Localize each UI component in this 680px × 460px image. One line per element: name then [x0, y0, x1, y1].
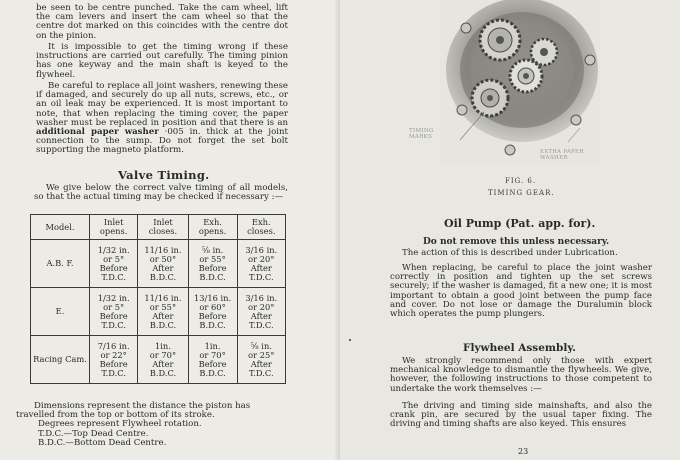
timing-cell-line: B.D.C.: [149, 319, 177, 330]
oil-pump-heading: Oil Pump (Pat. app. for).: [444, 217, 596, 230]
joint-washer-paragraph: [36, 82, 288, 156]
oil-pump-paragraph-1: The action of this is described under Lubrication.: [402, 248, 618, 258]
timing-cell-line: Before: [99, 262, 128, 273]
timing-cell: [188, 288, 237, 336]
timing-cell-line: ⅝ in.: [250, 340, 272, 351]
timing-cell-line: Before: [198, 262, 227, 273]
timing-cell-line: T.D.C.: [101, 271, 126, 282]
intro-paragraph: be seen to be centre punched. Take the cam wheel, lift the cam levers and insert the cam wheel so that the centre dot marked on this coincides with the centre dot on the pinion.: [36, 3, 288, 41]
exhaust-cam-gear: [531, 39, 557, 65]
timing-cell-line: T.D.C.: [101, 367, 126, 378]
valve-timing-heading: Valve Timing.: [118, 168, 210, 182]
joint-paragraph-end: ·005 in. thick at the joint connection to the sump. Do not forget the set bolt supporting the magneto platform.: [36, 127, 288, 156]
timing-cell-line: or 25°: [248, 349, 275, 360]
timing-cell-line: Before: [198, 358, 227, 369]
timing-cell-line: or 20°: [248, 301, 275, 312]
oil-pump-warning: Do not remove this unless necessary.: [423, 237, 610, 247]
timing-cell-line: or 70°: [149, 349, 177, 360]
timing-cell: [90, 288, 138, 336]
timing-cell-line: T.D.C.: [248, 319, 274, 330]
timing-cell-line: 1/32 in.: [97, 292, 130, 303]
timing-cell-line: B.D.C.: [149, 367, 177, 378]
page-number: 23: [518, 447, 529, 456]
model-cell: E.: [31, 288, 90, 336]
flywheel-paragraph-1: We strongly recommend only those with expert mechanical knowledge to dismantle the flywheels. We give, however, the following instructions to those competent to undertake the work themselves :—: [390, 356, 652, 394]
note-line: B.D.C.—Bottom Dead Centre.: [38, 437, 167, 448]
timing-paragraph: It is impossible to get the timing wrong if these instructions are carried out carefully. The timing pinion has one keyway and the main shaft is keyed to the flywheel.: [36, 42, 288, 80]
table-row: [31, 240, 286, 288]
flywheel-assembly-heading: Flywheel Assembly.: [463, 342, 576, 354]
timing-cell-line: ⅝ in.: [201, 244, 224, 255]
pinion-gear: [510, 60, 542, 92]
timing-cell-line: or 70°: [199, 349, 226, 360]
note-line: travelled from the top or bottom of its stroke.: [16, 410, 215, 421]
note-line: Dimensions represent the distance the piston has: [34, 401, 251, 411]
timing-cell-line: or 22°: [100, 349, 127, 360]
timing-cell-line: T.D.C.: [248, 271, 274, 282]
valve-timing-intro: We give below the correct valve timing of all models, so that the actual timing may be checked if necessary :—: [34, 183, 288, 203]
timing-cell: [188, 240, 237, 288]
valve-timing-table: [30, 214, 286, 384]
timing-cell-line: Before: [99, 358, 128, 369]
timing-cell-line: After: [250, 358, 272, 369]
timing-cell-line: 13/16 in.: [193, 292, 232, 303]
header-inlet-opens: Inlet opens.: [90, 215, 138, 240]
timing-cell-line: or 5°: [103, 301, 125, 312]
model-cell: Racing Cam.: [31, 336, 90, 384]
figure-number: FIG. 6.: [505, 177, 537, 185]
timing-cell-line: After: [250, 262, 272, 273]
magneto-gear: [472, 80, 508, 116]
timing-cell-line: 3/16 in.: [245, 244, 278, 255]
oil-pump-paragraph-2: When replacing, be careful to place the joint washer correctly in position and tighten up the set screws securely; if the washer is damaged, fit a new one; it is most important to obtain a good joint between the pump face and cover. Do not lose or damage the Duralumin block which operates the pump plungers.: [390, 263, 652, 320]
timing-cell-line: Before: [198, 310, 227, 321]
timing-cell-line: or 55°: [199, 253, 226, 264]
page-speck: [349, 339, 351, 341]
timing-cell-line: After: [152, 262, 174, 273]
timing-cell: [188, 336, 237, 384]
header-exh-closes: Exh. closes.: [237, 215, 285, 240]
joint-paragraph-start: Be careful to replace all joint washers, renewing these if damaged, and securely do up all nuts, screws, etc., or an oil leak may be experienced. It is most important to note, that when replacing the timing cover, the paper washer must be replaced in position and that there is an: [36, 81, 288, 128]
timing-cell-line: 1in.: [204, 340, 221, 351]
note-line: Degrees represent Flywheel rotation.: [38, 419, 202, 430]
timing-cell-line: 11/16 in.: [144, 244, 182, 255]
timing-cell: [90, 240, 138, 288]
timing-cell-line: After: [152, 310, 174, 321]
timing-cell-line: After: [152, 358, 174, 369]
timing-cell-line: B.D.C.: [199, 319, 226, 330]
timing-cell: [138, 288, 188, 336]
timing-cell-line: After: [250, 310, 272, 321]
timing-cell-line: 7/16 in.: [97, 340, 130, 351]
timing-cell-line: or 55°: [149, 301, 177, 312]
timing-cell-line: 1/32 in.: [97, 244, 130, 255]
timing-cell: [237, 240, 285, 288]
flywheel-paragraph-2: The driving and timing side mainshafts, and also the crank pin, are secured by the usual taper fixing. The driving and timing shafts are also keyed. This ensures: [390, 401, 652, 430]
timing-cell: [237, 336, 285, 384]
header-model: Model.: [31, 215, 90, 240]
timing-cell-line: T.D.C.: [101, 319, 126, 330]
timing-cell-line: 1in.: [154, 340, 171, 351]
header-inlet-closes: Inlet closes.: [138, 215, 188, 240]
timing-cell: [90, 336, 138, 384]
timing-cell-line: 11/16 in.: [144, 292, 182, 303]
timing-cell-line: Before: [99, 310, 128, 321]
header-exh-opens: Exh. opens.: [188, 215, 237, 240]
timing-marks-label: TIMING MARKS: [409, 128, 434, 140]
cam-wheel-gear: [480, 20, 520, 60]
table-header-row: [31, 215, 286, 240]
table-notes: [16, 401, 288, 448]
model-cell: A.B. F.: [31, 240, 90, 288]
timing-cell-line: 3/16 in.: [245, 292, 278, 303]
timing-cell-line: or 20°: [248, 253, 275, 264]
note-line: T.D.C.—Top Dead Centre.: [38, 428, 149, 439]
timing-cell: [237, 288, 285, 336]
timing-cell-line: B.D.C.: [199, 367, 226, 378]
figure-caption: TIMING GEAR.: [488, 189, 555, 197]
timing-cell-line: or 60°: [199, 301, 226, 312]
timing-cell: [138, 240, 188, 288]
timing-gear-illustration: [440, 0, 600, 165]
extra-paper-washer-label: EXTRA PAPER WASHER: [540, 149, 584, 161]
table-row: [31, 336, 286, 384]
table-row: [31, 288, 286, 336]
timing-gear-figure: [440, 0, 600, 165]
timing-cell-line: or 5°: [103, 253, 125, 264]
timing-cell-line: B.D.C.: [199, 271, 226, 282]
timing-cell-line: B.D.C.: [149, 271, 177, 282]
additional-paper-washer-bold: additional paper washer: [36, 127, 159, 138]
timing-cell-line: T.D.C.: [248, 367, 274, 378]
timing-cell: [138, 336, 188, 384]
timing-cell-line: or 50°: [149, 253, 177, 264]
